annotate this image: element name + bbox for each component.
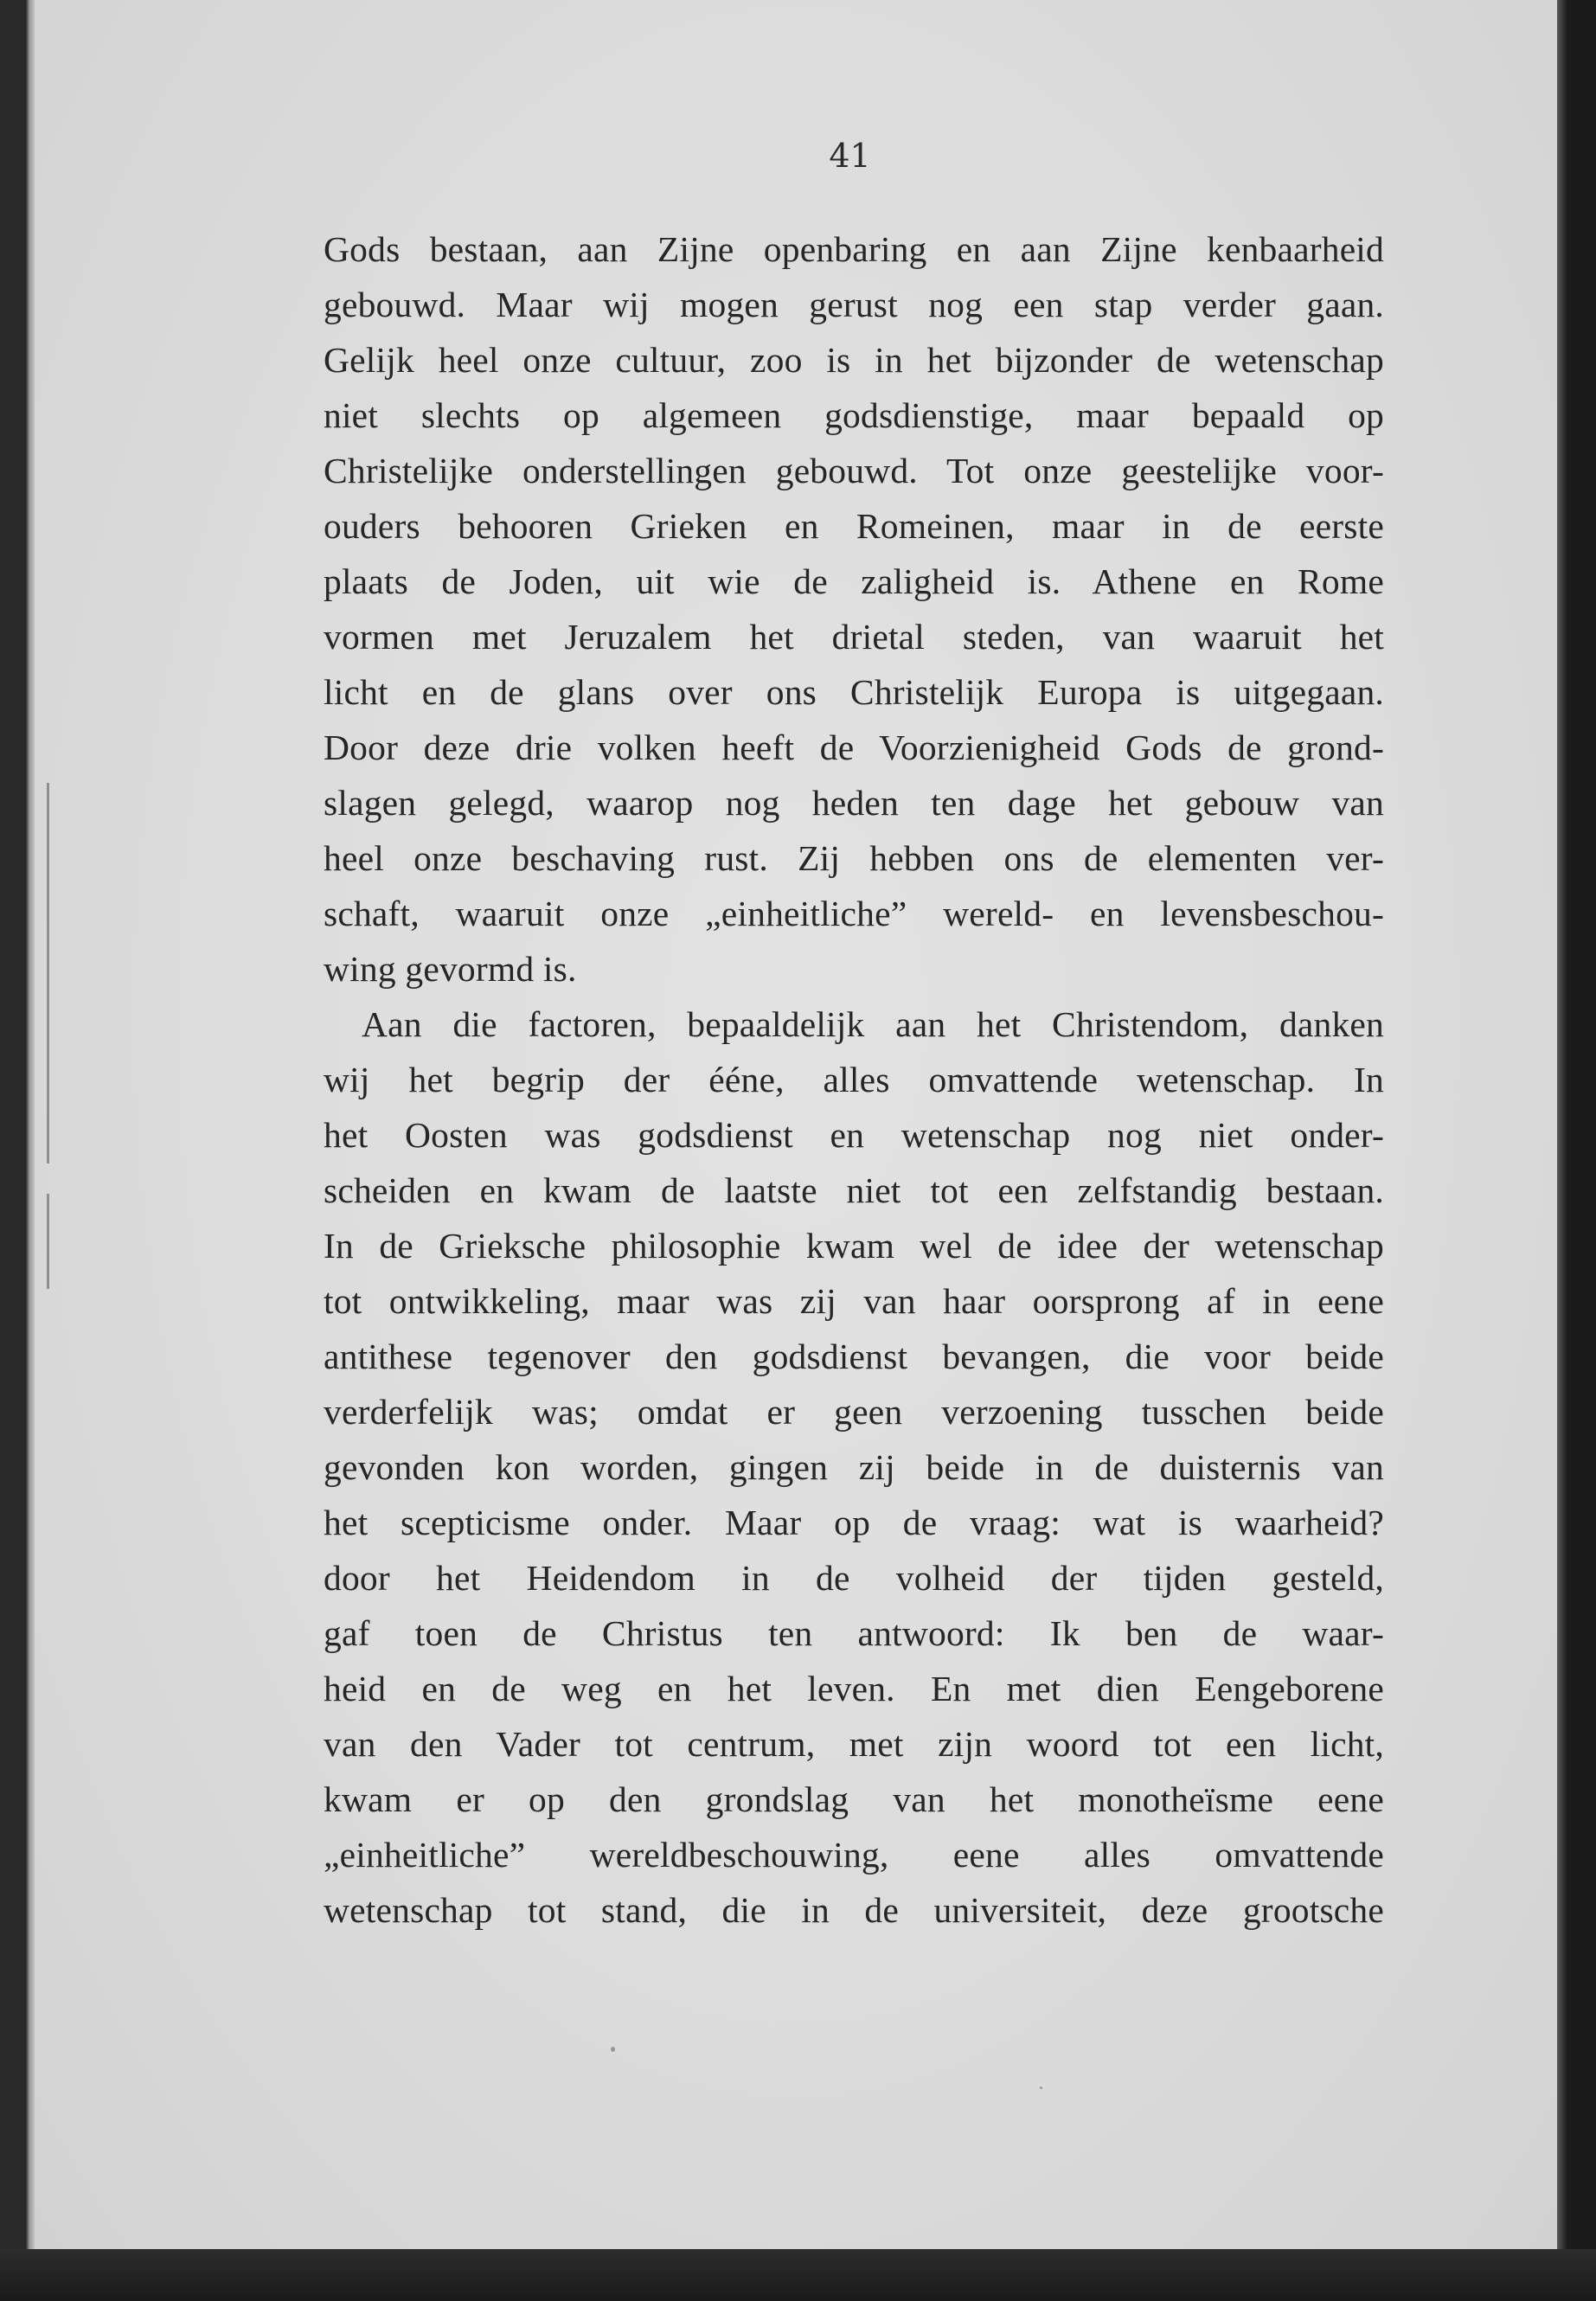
text-line: heid en de weg en het leven. En met dien Eengeborene xyxy=(324,1669,1384,1708)
text-line: plaats de Joden, uit wie de zaligheid is. Athene en Rome xyxy=(324,561,1384,601)
text-line: wetenschap tot stand, die in de universiteit, deze grootsche xyxy=(324,1890,1384,1930)
text-line: Gelijk heel onze cultuur, zoo is in het bijzonder de wetenschap xyxy=(324,340,1384,380)
text-line: „einheitliche” wereldbeschouwing, eene alles omvattende xyxy=(324,1835,1384,1875)
text-line: het Oosten was godsdienst en wetenschap nog niet onder- xyxy=(324,1115,1384,1155)
page-bottom-edge xyxy=(0,2249,1596,2301)
text-line: wij het begrip der ééne, alles omvattende wetenschap. In xyxy=(324,1060,1384,1099)
text-line: Aan die factoren, bepaaldelijk aan het Christendom, danken xyxy=(362,1004,1384,1044)
text-line: licht en de glans over ons Christelijk Europa is uitgegaan. xyxy=(324,672,1384,712)
text-line: tot ontwikkeling, maar was zij van haar oorsprong af in eene xyxy=(324,1281,1384,1321)
text-line: van den Vader tot centrum, met zijn woord tot een licht, xyxy=(324,1724,1384,1764)
text-line: niet slechts op algemeen godsdienstige, maar bepaald op xyxy=(324,395,1384,435)
text-line: slagen gelegd, waarop nog heden ten dage het gebouw van xyxy=(324,783,1384,823)
text-line: ouders behooren Grieken en Romeinen, maar in de eerste xyxy=(324,506,1384,546)
text-line: vormen met Jeruzalem het drietal steden, van waaruit het xyxy=(324,617,1384,657)
text-line: Christelijke onderstellingen gebouwd. Tot onze geestelijke voor- xyxy=(324,451,1384,490)
body-text xyxy=(324,221,1384,1938)
text-line: heel onze beschaving rust. Zij hebben ons de elementen ver- xyxy=(324,838,1384,878)
page-edge-mark xyxy=(47,783,49,1163)
page-edge-mark xyxy=(47,1194,49,1289)
text-line: wing gevormd is. xyxy=(324,949,577,989)
paper-speck xyxy=(1040,2086,1042,2089)
paper-speck xyxy=(611,2047,615,2052)
text-line: gaf toen de Christus ten antwoord: Ik ben de waar- xyxy=(324,1613,1384,1653)
text-line: Gods bestaan, aan Zijne openbaring en aan Zijne kenbaarheid xyxy=(324,229,1384,269)
page-number: 41 xyxy=(829,137,871,175)
text-line: verderfelijk was; omdat er geen verzoening tusschen beide xyxy=(324,1392,1384,1432)
text-line: Door deze drie volken heeft de Voorzienigheid Gods de grond- xyxy=(324,727,1384,767)
text-line: In de Grieksche philosophie kwam wel de idee der wetenschap xyxy=(324,1226,1384,1266)
text-line: door het Heidendom in de volheid der tijden gesteld, xyxy=(324,1558,1384,1598)
text-line: gevonden kon worden, gingen zij beide in de duisternis van xyxy=(324,1447,1384,1487)
text-line: kwam er op den grondslag van het monotheïsme eene xyxy=(324,1779,1384,1819)
text-line: het scepticisme onder. Maar op de vraag: wat is waarheid? xyxy=(324,1503,1384,1542)
text-line: antithese tegenover den godsdienst bevangen, die voor beide xyxy=(324,1336,1384,1376)
text-line: schaft, waaruit onze „einheitliche” wereld- en levensbeschou- xyxy=(324,894,1384,933)
text-line: scheiden en kwam de laatste niet tot een zelfstandig bestaan. xyxy=(324,1170,1384,1210)
text-line: gebouwd. Maar wij mogen gerust nog een stap verder gaan. xyxy=(324,285,1384,324)
